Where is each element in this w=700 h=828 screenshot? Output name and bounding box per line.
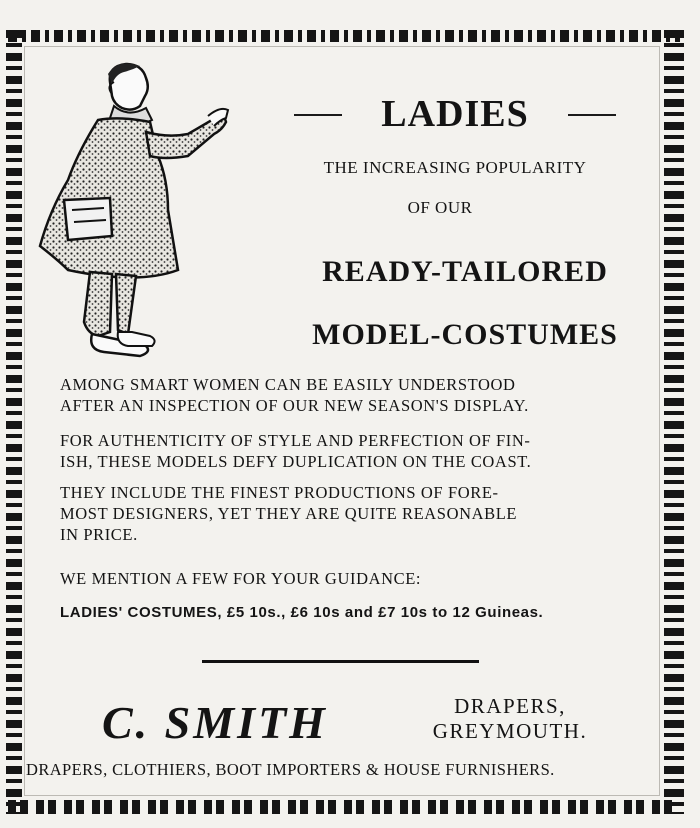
paragraph-line: MOST DESIGNERS, YET THEY ARE QUITE REASONABLE [60,504,518,523]
footer-services: DRAPERS, CLOTHIERS, BOOT IMPORTERS & HOUSE FURNISHERS. [26,760,555,779]
page-title: LADIES [381,93,529,135]
paragraph-authenticity [60,430,620,472]
brand-name: C. SMITH [102,697,328,748]
town-label: GREYMOUTH. [432,719,588,743]
paragraph-designers [60,482,620,545]
divider-rule [202,660,479,663]
subheading-line-1: THE INCREASING POPULARITY [323,158,587,177]
title-dash-right [568,114,616,116]
subheading-line-2: OF OUR [407,198,473,217]
border-left [6,30,22,814]
border-top [8,30,680,42]
paragraph-inspection [60,374,620,416]
paragraph-line: AMONG SMART WOMEN CAN BE EASILY UNDERSTOOD [60,375,516,394]
gentleman-illustration [28,60,243,365]
title-block [290,92,620,138]
border-bottom [8,800,680,814]
price-list: LADIES' COSTUMES, £5 10s., £6 10s and £7 10s to 12 Guineas. [60,604,544,621]
paragraph-line: THEY INCLUDE THE FINEST PRODUCTIONS OF FORE- [60,483,499,502]
paragraph-line: AFTER AN INSPECTION OF OUR NEW SEASON'S DISPLAY. [60,396,529,415]
product-line-1: READY-TAILORED [322,255,608,288]
paragraph-guidance [60,568,620,589]
paragraph-line: FOR AUTHENTICITY OF STYLE AND PERFECTION OF FIN- [60,431,531,450]
paragraph-line: IN PRICE. [60,525,138,544]
product-line-2: MODEL-COSTUMES [312,318,618,351]
title-dash-left [294,114,342,116]
border-right [664,30,684,814]
paragraph-line: WE MENTION A FEW FOR YOUR GUIDANCE: [60,569,422,588]
paragraph-line: ISH, THESE MODELS DEFY DUPLICATION ON THE COAST. [60,452,532,471]
trade-label: DRAPERS, [454,694,566,718]
